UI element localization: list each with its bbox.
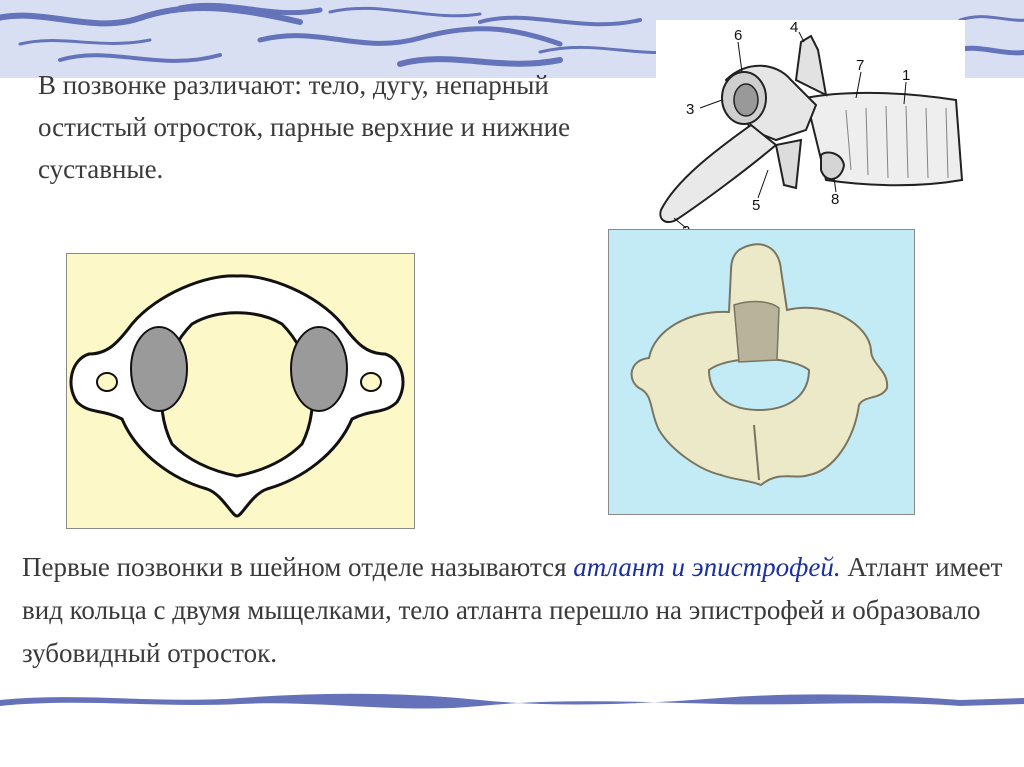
vertebra-lateral-figure [656,20,965,238]
bottom-wave-icon [0,686,1024,716]
atlas-drawing [67,254,414,528]
label-4: 4 [790,20,799,36]
label-6: 6 [734,27,743,44]
bottom-text-part1: Первые позвонки в шейном отделе называются [22,552,574,582]
intro-paragraph: В позвонке различают: тело, дугу, непарный остистый отросток, парные верхние и нижние суставные. [38,70,571,184]
intro-text [38,64,598,190]
bottom-decorative-wave [0,686,1024,716]
label-3: 3 [686,101,695,118]
label-8: 8 [831,191,840,208]
bottom-text [22,546,1012,675]
label-1: 1 [902,67,911,84]
atlas-figure [66,253,415,529]
axis-drawing [609,230,914,514]
axis-figure [608,229,915,515]
vertebra-lateral-drawing [656,20,965,238]
bottom-text-accent: атлант и эпистрофей. [573,552,841,582]
bottom-text-part2: Атлант имеет вид кольца с двумя мыщелками, тело атланта перешло на эпистрофей и образовало зубовидный отросток. [22,552,1003,668]
label-5: 5 [752,197,761,214]
label-7: 7 [856,57,865,74]
